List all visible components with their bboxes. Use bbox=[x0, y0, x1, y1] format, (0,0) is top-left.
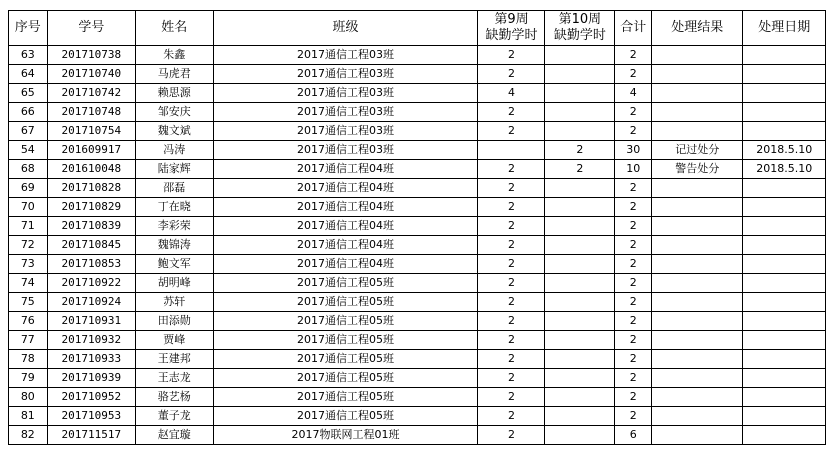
cell-seq: 64 bbox=[9, 65, 48, 84]
table-row bbox=[9, 274, 826, 293]
cell-date bbox=[743, 388, 826, 407]
cell-student-id: 201710845 bbox=[47, 236, 135, 255]
header-week9-absence: 第9周 缺勤学时 bbox=[478, 11, 545, 46]
cell-week10 bbox=[545, 274, 615, 293]
cell-class: 2017通信工程03班 bbox=[213, 122, 478, 141]
cell-result bbox=[652, 217, 743, 236]
cell-date bbox=[743, 198, 826, 217]
cell-result bbox=[652, 103, 743, 122]
cell-name: 田添勋 bbox=[136, 312, 213, 331]
cell-week10 bbox=[545, 350, 615, 369]
header-week10-absence: 第10周 缺勤学时 bbox=[545, 11, 615, 46]
cell-name: 邹安庆 bbox=[136, 103, 213, 122]
cell-name: 邵磊 bbox=[136, 179, 213, 198]
cell-result bbox=[652, 388, 743, 407]
cell-seq: 78 bbox=[9, 350, 48, 369]
table-row bbox=[9, 84, 826, 103]
cell-student-id: 201710933 bbox=[47, 350, 135, 369]
table-body bbox=[9, 46, 826, 445]
cell-name: 王建邦 bbox=[136, 350, 213, 369]
cell-class: 2017通信工程03班 bbox=[213, 103, 478, 122]
cell-week9: 2 bbox=[478, 312, 545, 331]
cell-class: 2017通信工程04班 bbox=[213, 236, 478, 255]
header-name: 姓名 bbox=[136, 11, 213, 46]
cell-week9: 2 bbox=[478, 426, 545, 445]
cell-student-id: 201711517 bbox=[47, 426, 135, 445]
cell-seq: 69 bbox=[9, 179, 48, 198]
cell-total: 2 bbox=[615, 217, 652, 236]
cell-total: 2 bbox=[615, 350, 652, 369]
cell-date: 2018.5.10 bbox=[743, 141, 826, 160]
cell-week10 bbox=[545, 255, 615, 274]
cell-result bbox=[652, 426, 743, 445]
table-row bbox=[9, 179, 826, 198]
cell-seq: 76 bbox=[9, 312, 48, 331]
cell-class: 2017通信工程05班 bbox=[213, 350, 478, 369]
header-total: 合计 bbox=[615, 11, 652, 46]
cell-week10 bbox=[545, 46, 615, 65]
cell-student-id: 201710924 bbox=[47, 293, 135, 312]
cell-week9: 2 bbox=[478, 350, 545, 369]
cell-date bbox=[743, 65, 826, 84]
cell-total: 2 bbox=[615, 274, 652, 293]
cell-student-id: 201710932 bbox=[47, 331, 135, 350]
cell-total: 2 bbox=[615, 46, 652, 65]
cell-student-id: 201710754 bbox=[47, 122, 135, 141]
cell-student-id: 201710828 bbox=[47, 179, 135, 198]
cell-class: 2017通信工程04班 bbox=[213, 255, 478, 274]
cell-date: 2018.5.10 bbox=[743, 160, 826, 179]
cell-student-id: 201710748 bbox=[47, 103, 135, 122]
cell-class: 2017通信工程05班 bbox=[213, 274, 478, 293]
table-row bbox=[9, 388, 826, 407]
cell-date bbox=[743, 293, 826, 312]
cell-date bbox=[743, 426, 826, 445]
cell-seq: 63 bbox=[9, 46, 48, 65]
attendance-table bbox=[8, 10, 826, 445]
cell-result bbox=[652, 369, 743, 388]
cell-week10 bbox=[545, 179, 615, 198]
cell-total: 2 bbox=[615, 312, 652, 331]
cell-total: 2 bbox=[615, 407, 652, 426]
cell-result bbox=[652, 46, 743, 65]
header-date: 处理日期 bbox=[743, 11, 826, 46]
cell-week9: 2 bbox=[478, 65, 545, 84]
cell-week10 bbox=[545, 122, 615, 141]
cell-total: 2 bbox=[615, 65, 652, 84]
cell-result bbox=[652, 255, 743, 274]
cell-name: 魏锦涛 bbox=[136, 236, 213, 255]
cell-seq: 77 bbox=[9, 331, 48, 350]
cell-week10 bbox=[545, 217, 615, 236]
cell-name: 马虎君 bbox=[136, 65, 213, 84]
cell-result bbox=[652, 65, 743, 84]
cell-name: 赖思源 bbox=[136, 84, 213, 103]
cell-student-id: 201710740 bbox=[47, 65, 135, 84]
table-row bbox=[9, 46, 826, 65]
header-seq: 序号 bbox=[9, 11, 48, 46]
cell-class: 2017通信工程04班 bbox=[213, 217, 478, 236]
cell-name: 丁在晓 bbox=[136, 198, 213, 217]
cell-week9: 2 bbox=[478, 388, 545, 407]
cell-week9: 2 bbox=[478, 46, 545, 65]
cell-result bbox=[652, 84, 743, 103]
cell-student-id: 201710853 bbox=[47, 255, 135, 274]
cell-week9: 2 bbox=[478, 274, 545, 293]
cell-week9: 2 bbox=[478, 236, 545, 255]
cell-seq: 67 bbox=[9, 122, 48, 141]
table-row bbox=[9, 407, 826, 426]
table-row bbox=[9, 236, 826, 255]
cell-date bbox=[743, 122, 826, 141]
cell-student-id: 201710931 bbox=[47, 312, 135, 331]
cell-name: 鲍文军 bbox=[136, 255, 213, 274]
table-row bbox=[9, 255, 826, 274]
cell-name: 李彩荣 bbox=[136, 217, 213, 236]
cell-name: 朱鑫 bbox=[136, 46, 213, 65]
cell-total: 2 bbox=[615, 198, 652, 217]
cell-class: 2017通信工程03班 bbox=[213, 65, 478, 84]
cell-name: 骆艺杨 bbox=[136, 388, 213, 407]
cell-student-id: 201610048 bbox=[47, 160, 135, 179]
table-row bbox=[9, 426, 826, 445]
cell-week9: 2 bbox=[478, 198, 545, 217]
cell-week9: 4 bbox=[478, 84, 545, 103]
cell-class: 2017通信工程05班 bbox=[213, 369, 478, 388]
cell-seq: 72 bbox=[9, 236, 48, 255]
cell-total: 2 bbox=[615, 255, 652, 274]
table-row bbox=[9, 141, 826, 160]
cell-result bbox=[652, 312, 743, 331]
table-row bbox=[9, 65, 826, 84]
cell-week9: 2 bbox=[478, 369, 545, 388]
cell-date bbox=[743, 407, 826, 426]
header-class: 班级 bbox=[213, 11, 478, 46]
cell-name: 苏轩 bbox=[136, 293, 213, 312]
cell-week9: 2 bbox=[478, 122, 545, 141]
cell-date bbox=[743, 274, 826, 293]
cell-seq: 68 bbox=[9, 160, 48, 179]
table-row bbox=[9, 293, 826, 312]
cell-result bbox=[652, 293, 743, 312]
cell-total: 2 bbox=[615, 388, 652, 407]
cell-student-id: 201710952 bbox=[47, 388, 135, 407]
cell-date bbox=[743, 46, 826, 65]
cell-week10 bbox=[545, 312, 615, 331]
cell-class: 2017通信工程05班 bbox=[213, 293, 478, 312]
cell-class: 2017通信工程05班 bbox=[213, 388, 478, 407]
cell-week10 bbox=[545, 103, 615, 122]
cell-student-id: 201710829 bbox=[47, 198, 135, 217]
table-row bbox=[9, 312, 826, 331]
cell-total: 30 bbox=[615, 141, 652, 160]
cell-student-id: 201710839 bbox=[47, 217, 135, 236]
cell-seq: 70 bbox=[9, 198, 48, 217]
table-row bbox=[9, 217, 826, 236]
cell-result bbox=[652, 236, 743, 255]
table-row bbox=[9, 160, 826, 179]
cell-seq: 82 bbox=[9, 426, 48, 445]
cell-week9: 2 bbox=[478, 217, 545, 236]
cell-name: 冯涛 bbox=[136, 141, 213, 160]
cell-week9: 2 bbox=[478, 103, 545, 122]
cell-week10 bbox=[545, 369, 615, 388]
cell-class: 2017通信工程05班 bbox=[213, 407, 478, 426]
cell-date bbox=[743, 312, 826, 331]
cell-week10 bbox=[545, 293, 615, 312]
cell-date bbox=[743, 369, 826, 388]
cell-total: 2 bbox=[615, 331, 652, 350]
cell-week10: 2 bbox=[545, 141, 615, 160]
cell-class: 2017通信工程04班 bbox=[213, 179, 478, 198]
cell-class: 2017通信工程03班 bbox=[213, 46, 478, 65]
cell-seq: 73 bbox=[9, 255, 48, 274]
table-row bbox=[9, 350, 826, 369]
cell-class: 2017物联网工程01班 bbox=[213, 426, 478, 445]
cell-seq: 74 bbox=[9, 274, 48, 293]
cell-result: 记过处分 bbox=[652, 141, 743, 160]
cell-date bbox=[743, 255, 826, 274]
cell-week9: 2 bbox=[478, 293, 545, 312]
cell-result bbox=[652, 198, 743, 217]
header-student-id: 学号 bbox=[47, 11, 135, 46]
cell-class: 2017通信工程05班 bbox=[213, 312, 478, 331]
cell-week10 bbox=[545, 236, 615, 255]
cell-total: 2 bbox=[615, 293, 652, 312]
cell-date bbox=[743, 217, 826, 236]
cell-week10: 2 bbox=[545, 160, 615, 179]
table-row bbox=[9, 103, 826, 122]
table-row bbox=[9, 331, 826, 350]
cell-result bbox=[652, 122, 743, 141]
cell-week9: 2 bbox=[478, 331, 545, 350]
cell-student-id: 201710738 bbox=[47, 46, 135, 65]
cell-result bbox=[652, 179, 743, 198]
cell-date bbox=[743, 103, 826, 122]
cell-total: 2 bbox=[615, 103, 652, 122]
cell-seq: 54 bbox=[9, 141, 48, 160]
cell-class: 2017通信工程05班 bbox=[213, 331, 478, 350]
cell-student-id: 201609917 bbox=[47, 141, 135, 160]
cell-name: 赵宜璇 bbox=[136, 426, 213, 445]
cell-class: 2017通信工程03班 bbox=[213, 84, 478, 103]
cell-week10 bbox=[545, 65, 615, 84]
cell-week9: 2 bbox=[478, 160, 545, 179]
cell-class: 2017通信工程04班 bbox=[213, 160, 478, 179]
cell-seq: 81 bbox=[9, 407, 48, 426]
cell-result bbox=[652, 407, 743, 426]
cell-date bbox=[743, 331, 826, 350]
cell-seq: 71 bbox=[9, 217, 48, 236]
cell-seq: 66 bbox=[9, 103, 48, 122]
cell-date bbox=[743, 84, 826, 103]
cell-week10 bbox=[545, 198, 615, 217]
cell-week9 bbox=[478, 141, 545, 160]
cell-date bbox=[743, 350, 826, 369]
table-row bbox=[9, 369, 826, 388]
cell-seq: 79 bbox=[9, 369, 48, 388]
cell-result bbox=[652, 274, 743, 293]
cell-total: 2 bbox=[615, 122, 652, 141]
cell-total: 2 bbox=[615, 369, 652, 388]
cell-student-id: 201710939 bbox=[47, 369, 135, 388]
cell-week10 bbox=[545, 331, 615, 350]
table-row bbox=[9, 122, 826, 141]
cell-seq: 65 bbox=[9, 84, 48, 103]
cell-class: 2017通信工程04班 bbox=[213, 198, 478, 217]
cell-total: 4 bbox=[615, 84, 652, 103]
cell-result bbox=[652, 331, 743, 350]
cell-total: 2 bbox=[615, 179, 652, 198]
cell-date bbox=[743, 179, 826, 198]
cell-date bbox=[743, 236, 826, 255]
table-row bbox=[9, 198, 826, 217]
cell-week10 bbox=[545, 407, 615, 426]
cell-class: 2017通信工程03班 bbox=[213, 141, 478, 160]
cell-week10 bbox=[545, 426, 615, 445]
cell-week10 bbox=[545, 388, 615, 407]
cell-week9: 2 bbox=[478, 179, 545, 198]
cell-result bbox=[652, 350, 743, 369]
cell-name: 魏文斌 bbox=[136, 122, 213, 141]
cell-name: 王志龙 bbox=[136, 369, 213, 388]
cell-result: 警告处分 bbox=[652, 160, 743, 179]
header-result: 处理结果 bbox=[652, 11, 743, 46]
cell-total: 10 bbox=[615, 160, 652, 179]
cell-name: 陆家辉 bbox=[136, 160, 213, 179]
cell-student-id: 201710742 bbox=[47, 84, 135, 103]
cell-week9: 2 bbox=[478, 407, 545, 426]
cell-student-id: 201710953 bbox=[47, 407, 135, 426]
cell-name: 董子龙 bbox=[136, 407, 213, 426]
attendance-sheet bbox=[8, 10, 826, 445]
cell-total: 6 bbox=[615, 426, 652, 445]
cell-name: 贾峰 bbox=[136, 331, 213, 350]
header-row bbox=[9, 11, 826, 46]
cell-total: 2 bbox=[615, 236, 652, 255]
cell-student-id: 201710922 bbox=[47, 274, 135, 293]
cell-week9: 2 bbox=[478, 255, 545, 274]
cell-seq: 75 bbox=[9, 293, 48, 312]
cell-seq: 80 bbox=[9, 388, 48, 407]
cell-week10 bbox=[545, 84, 615, 103]
cell-name: 胡明峰 bbox=[136, 274, 213, 293]
